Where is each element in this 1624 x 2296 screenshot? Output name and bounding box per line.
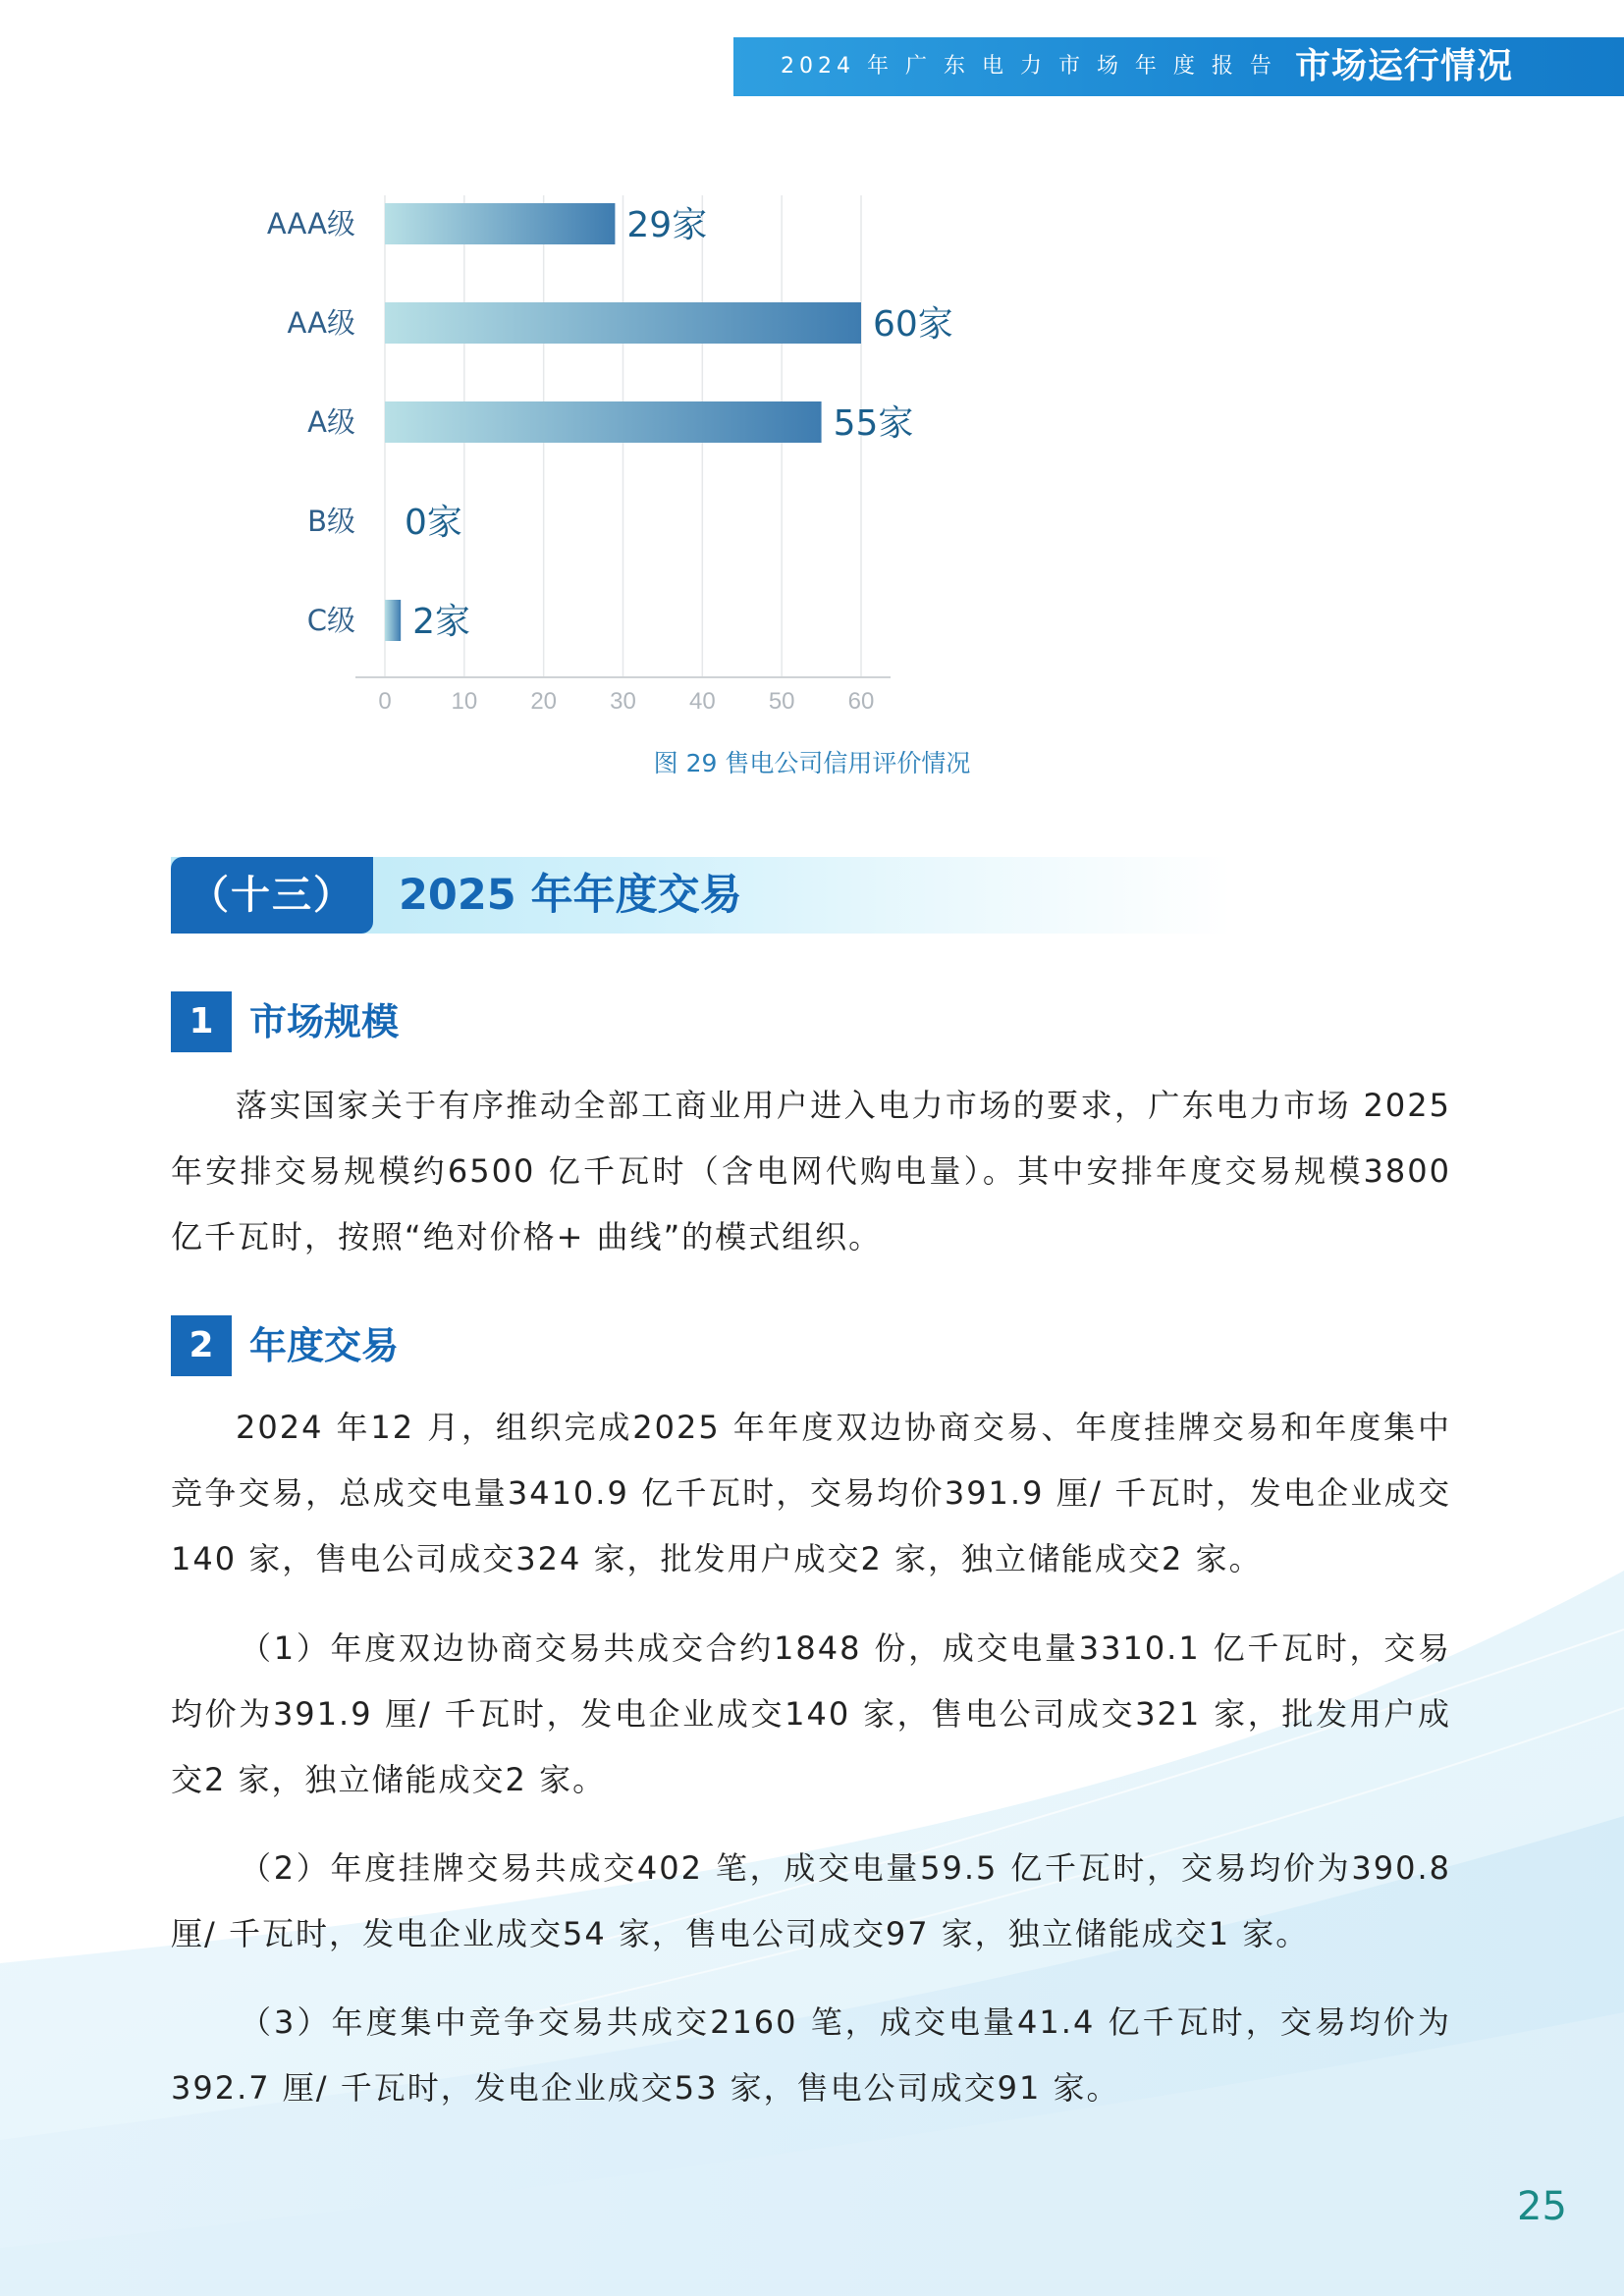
category-label: B级 xyxy=(307,505,355,538)
subsection-title: 年度交易 xyxy=(249,1324,400,1367)
x-tick-label: 10 xyxy=(451,688,478,715)
category-label: A级 xyxy=(307,405,355,439)
x-tick-label: 50 xyxy=(768,688,795,715)
credit-rating-bar-chart xyxy=(236,182,1394,731)
category-label: C级 xyxy=(306,604,355,637)
bar xyxy=(385,203,615,244)
data-label: 60家 xyxy=(873,304,953,345)
header-section-title: 市场运行情况 xyxy=(1295,46,1514,86)
paragraph: （3）年度集中竞争交易共成交2160 笔，成交电量41.4 亿千瓦时，交易均价为 392.7 厘/ 千瓦时，发电企业成交53 家，售电公司成交91 家。 xyxy=(171,2003,1451,2107)
data-label: 29家 xyxy=(626,205,708,245)
x-tick-label: 40 xyxy=(688,688,716,715)
subsection-number: 1 xyxy=(171,991,232,1052)
category-label: AA级 xyxy=(287,306,355,340)
data-label: 2家 xyxy=(412,602,471,642)
section-heading xyxy=(171,857,1231,934)
category-label: AAA级 xyxy=(266,207,355,240)
paragraph: 2024 年12 月，组织完成2025 年年度双边协商交易、年度挂牌交易和年度集中竞争交易，总成交电量3410.9 亿千瓦时，交易均价391.9 厘/ 千瓦时，发电企业成交140 家，售电公司成交324 家，批发用户成交2 家，独立储能成交2 家。 xyxy=(171,1409,1451,1577)
section-number: （十三） xyxy=(171,857,373,934)
data-label: 0家 xyxy=(405,503,462,543)
section-title: 2025 年年度交易 xyxy=(399,871,742,920)
paragraph: （2）年度挂牌交易共成交402 笔，成交电量59.5 亿千瓦时，交易均价为390.8 厘/ 千瓦时，发电企业成交54 家，售电公司成交97 家，独立储能成交1 家。 xyxy=(171,1849,1451,1952)
bar xyxy=(385,600,401,641)
paragraph: 落实国家关于有序推动全部工商业用户进入电力市场的要求，广东电力市场 2025 年安排交易规模约6500 亿千瓦时（含电网代购电量）。其中安排年度交易规模3800 亿千瓦时，按照“绝对价格+ 曲线”的模式组织。 xyxy=(171,1087,1451,1255)
x-tick-label: 60 xyxy=(847,688,875,715)
header-banner xyxy=(733,37,1624,96)
bar xyxy=(385,302,861,344)
subsection-number: 2 xyxy=(171,1315,232,1376)
paragraph: （1）年度双边协商交易共成交合约1848 份，成交电量3310.1 亿千瓦时，交易均价为391.9 厘/ 千瓦时，发电企业成交140 家，售电公司成交321 家，批发用户成交2 家，独立储能成交2 家。 xyxy=(171,1629,1451,1798)
x-tick-label: 0 xyxy=(378,688,392,715)
data-label: 55家 xyxy=(833,403,914,444)
x-tick-label: 30 xyxy=(610,688,636,715)
chart-caption: 图 29 售电公司信用评价情况 xyxy=(653,749,971,777)
report-title: 2024 年 广 东 电 力 市 场 年 度 报 告 xyxy=(781,54,1276,79)
bar xyxy=(385,401,822,443)
page-number: 25 xyxy=(1517,2184,1567,2229)
x-tick-label: 20 xyxy=(530,688,558,715)
subsection-title: 市场规模 xyxy=(249,1000,400,1043)
